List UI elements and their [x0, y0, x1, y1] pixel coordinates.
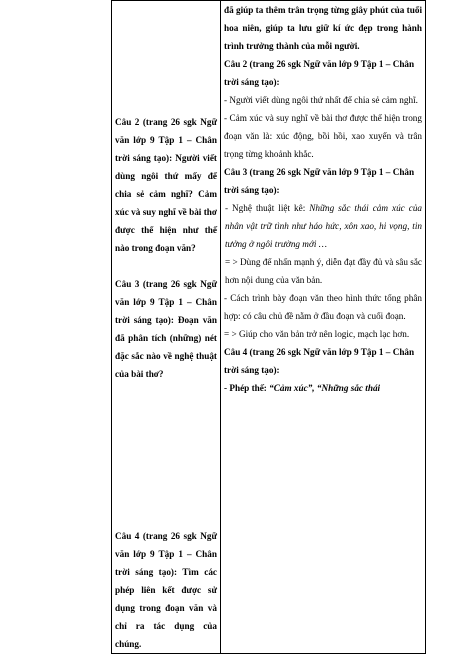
answer-3-line-2: = > Dùng để nhấn mạnh ý, diễn đạt đầy đủ và sâu sắc hơn nội dung của văn bản.	[225, 257, 422, 285]
question-column	[112, 1, 221, 654]
answer-3-line-1	[221, 199, 425, 253]
answer-4-line-1	[221, 379, 425, 397]
answer-3-line-3: - Cách trình bày đoạn văn theo hình thức tổng phân hợp: có câu chủ đề nằm ở đầu đoạn và cuối đoạn.	[224, 293, 422, 321]
answer-intro: đã giúp ta thêm trân trọng từng giây phút của tuổi hoa niên, giúp ta lưu giữ kí ức đẹp trong hành trình trưởng thành của mỗi người.	[224, 5, 422, 51]
answer-table	[111, 0, 426, 654]
question-2: Câu 2 (trang 26 sgk Ngữ văn lớp 9 Tập 1 – Chân trời sáng tạo): Người viết dùng ngôi thứ mấy để chia sẻ cảm nghĩ? Cảm xúc và suy nghĩ về bài thơ được thể hiện như thế nào trong đoạn văn?	[115, 117, 217, 253]
question-4: Câu 4 (trang 26 sgk Ngữ văn lớp 9 Tập 1 – Chân trời sáng tạo): Tìm các phép liên kết được sử dụng trong đoạn văn và chỉ ra tác dụng của chúng.	[115, 531, 217, 649]
question-3: Câu 3 (trang 26 sgk Ngữ văn lớp 9 Tập 1 – Chân trời sáng tạo): Đoạn văn đã phân tích (những) nét đặc sắc nào về nghệ thuật của bài thơ?	[115, 279, 217, 379]
answer-2-line-1: - Người viết dùng ngôi thứ nhất để chia sẻ cảm nghĩ.	[224, 95, 418, 105]
answer-3-line-1-lead: - Nghệ thuật liệt kê:	[225, 203, 310, 213]
answer-3-title: Câu 3 (trang 26 sgk Ngữ văn lớp 9 Tập 1 – Chân trời sáng tạo):	[224, 167, 415, 195]
answer-4-line-1-quote: “Cảm xúc”, “Những sắc thái	[269, 383, 381, 393]
answer-4-line-1-lead: - Phép thế:	[224, 383, 270, 393]
answer-2-line-2: - Cảm xúc và suy nghĩ về bài thơ được thể hiện trong đoạn văn là: xúc động, bồi hồi, xao xuyến và trân trọng từng khoảnh khắc.	[224, 113, 422, 159]
answer-column	[221, 1, 426, 654]
answer-3-line-1-quote: Những sắc thái cảm xúc của nhân vật trữ tình như háo hức, xôn xao, hi vọng, tin tưởng ở ngôi trường mới …	[225, 203, 423, 249]
answer-4-title: Câu 4 (trang 26 sgk Ngữ văn lớp 9 Tập 1 – Chân trời sáng tạo):	[224, 347, 415, 375]
answer-2-title: Câu 2 (trang 26 sgk Ngữ văn lớp 9 Tập 1 – Chân trời sáng tạo):	[224, 59, 415, 87]
answer-3-line-4: = > Giúp cho văn bản trở nên logic, mạch lạc hơn.	[224, 329, 410, 339]
